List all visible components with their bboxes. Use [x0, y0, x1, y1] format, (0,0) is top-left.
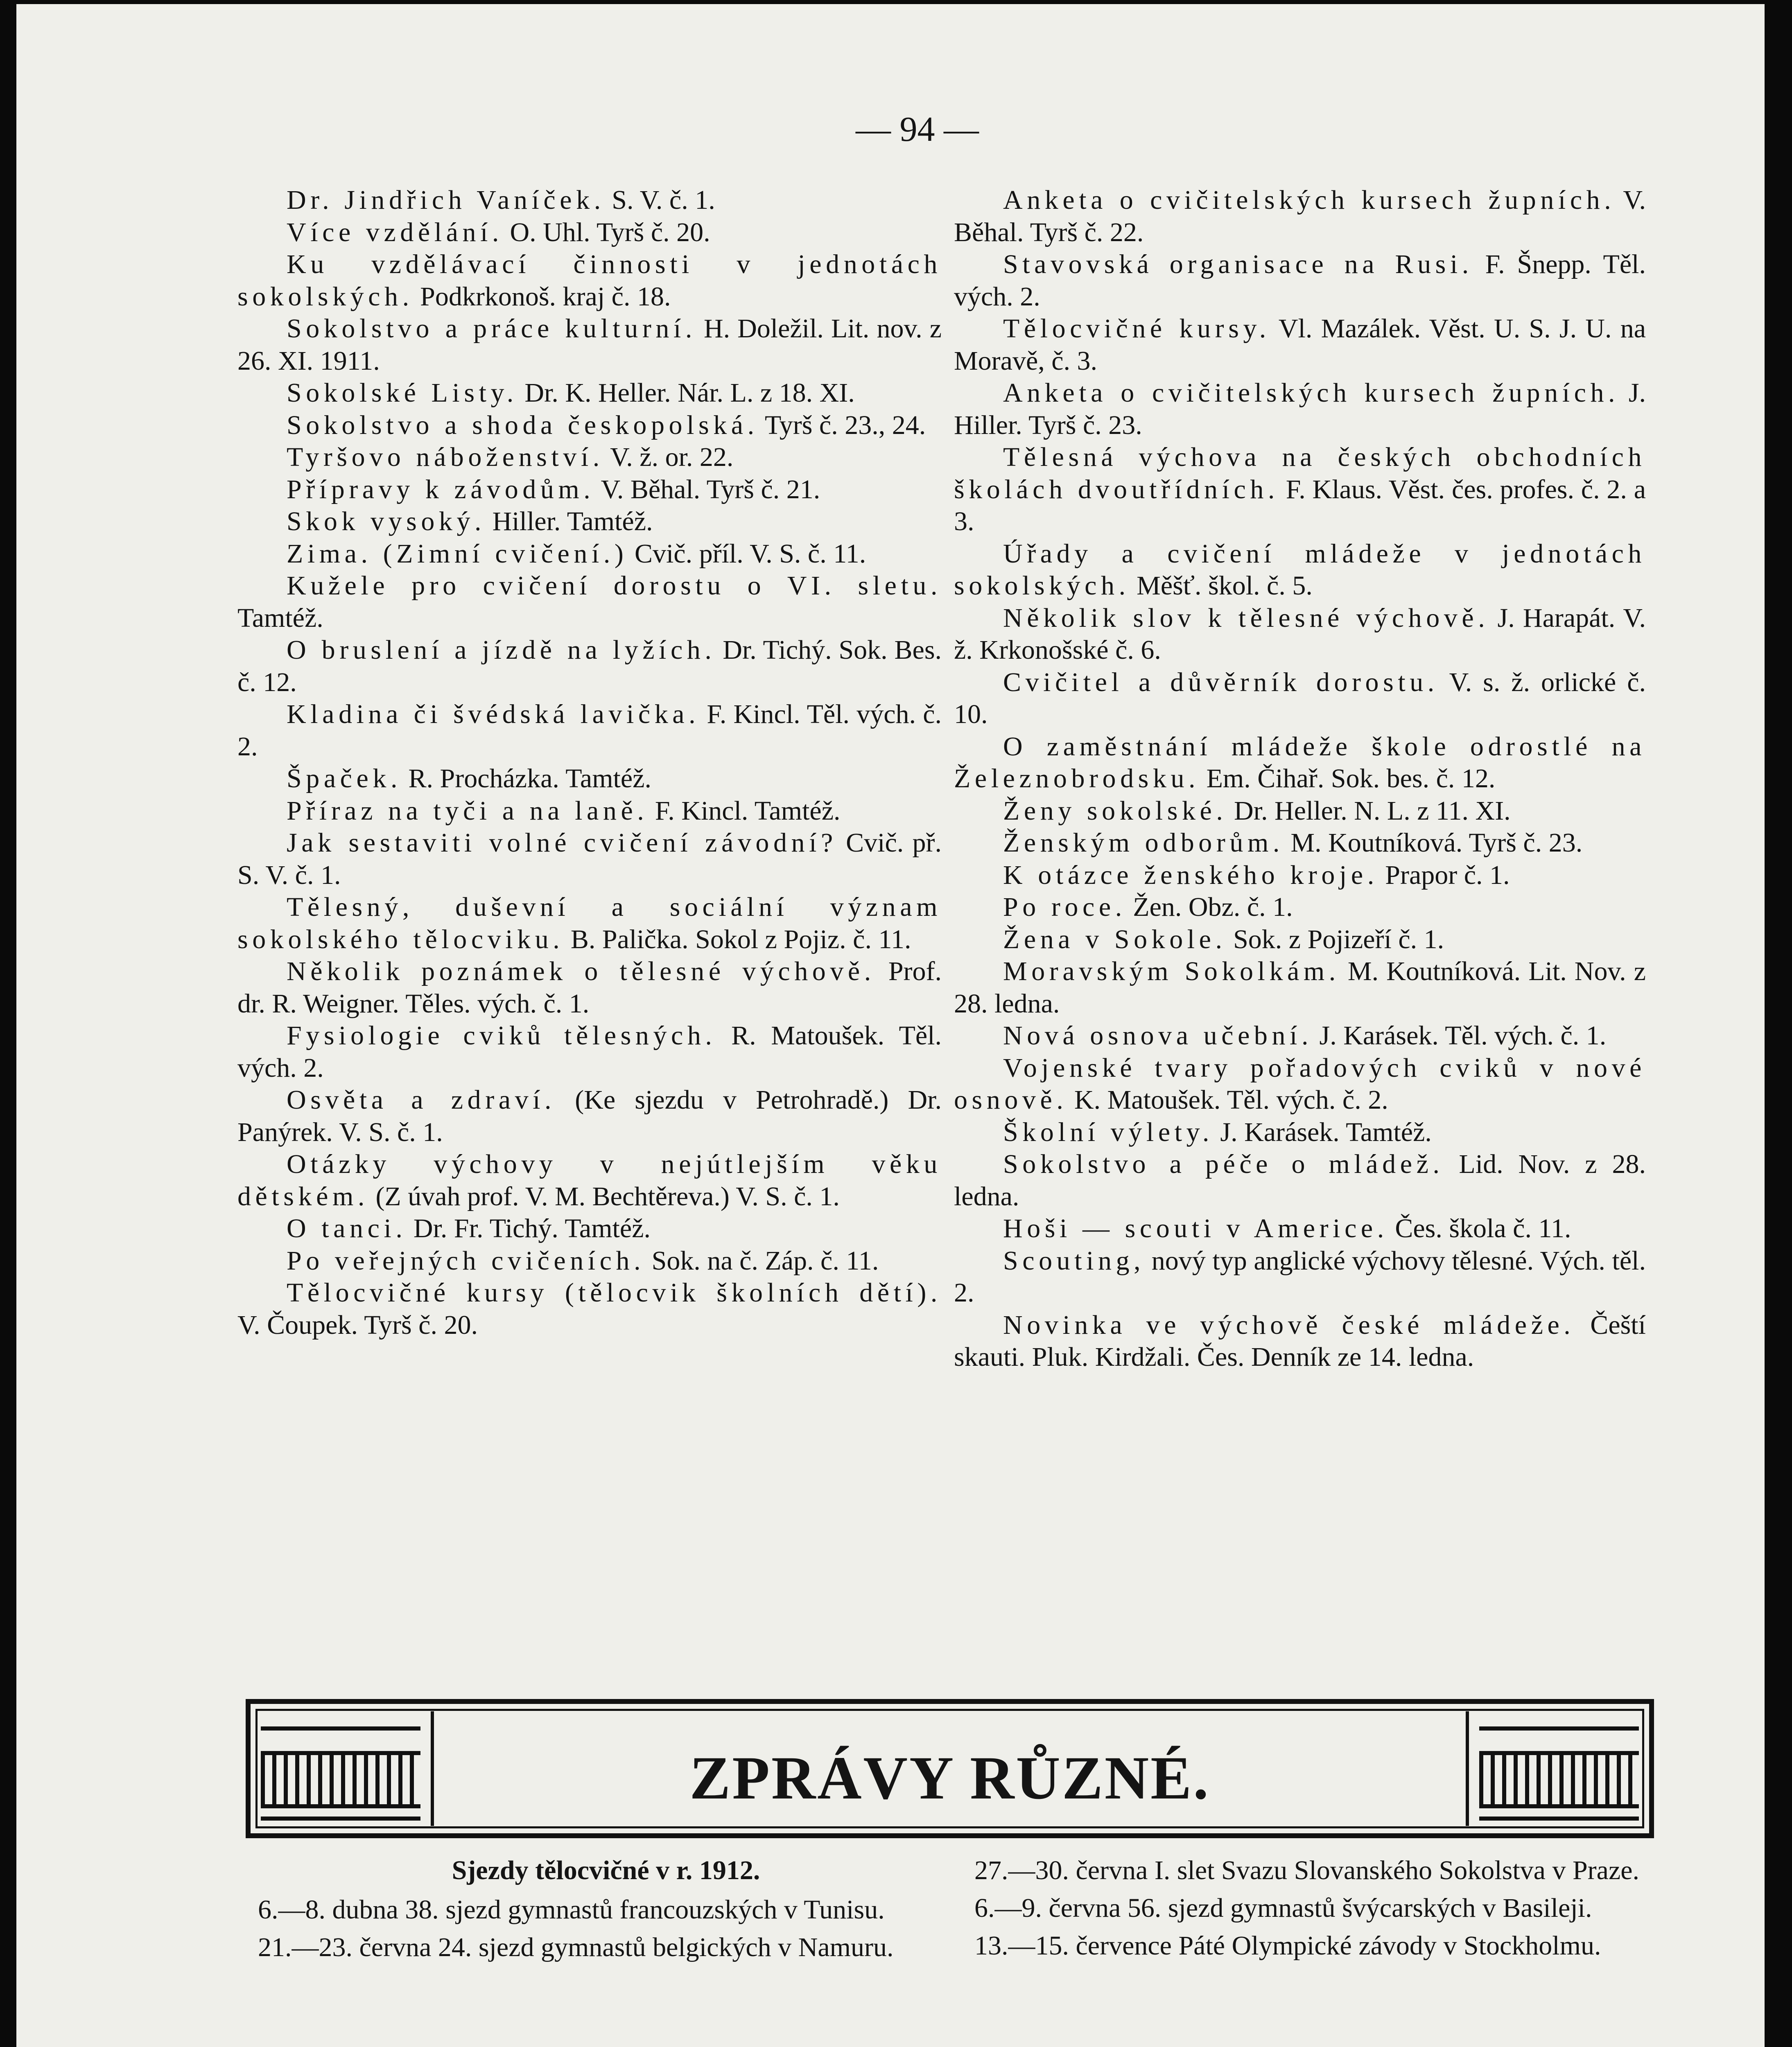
- congress-right-column: [974, 1855, 1662, 1968]
- entry-source: Vl. Mazálek. Věst. U. S. J. U. na Moravě, č. 3.: [954, 314, 1646, 376]
- bibliography-entry: [237, 1084, 942, 1148]
- entry-source: Podkrkonoš. kraj č. 18.: [413, 281, 671, 312]
- entry-title: Špaček.: [287, 764, 402, 793]
- entry-title: Anketa o cvičitelských kursech župních.: [1003, 378, 1620, 408]
- banner-ornament-left: [261, 1726, 420, 1821]
- bibliography-left-column: [237, 184, 942, 1341]
- bibliography-entry: [237, 409, 942, 442]
- bibliography-entry: [954, 859, 1646, 892]
- section-banner: [246, 1699, 1654, 1838]
- entry-source: Čes. škola č. 11.: [1388, 1213, 1571, 1243]
- banner-divider-left: [431, 1711, 434, 1826]
- entry-source: Lid. Nov. z 28. ledna.: [954, 1149, 1646, 1211]
- bibliography-entry: [237, 1020, 942, 1084]
- entry-title: Sokolstvo a shoda českopolská.: [287, 410, 759, 440]
- entry-source: O. Uhl. Tyrš č. 20.: [503, 217, 710, 247]
- congress-title: Sjezdy tělocvičné v r. 1912.: [452, 1855, 760, 1885]
- bibliography-entry: [237, 249, 942, 313]
- bibliography-entry: [237, 570, 942, 634]
- bibliography-entry: [237, 891, 942, 956]
- entry-source: J. Karásek. Těl. vých. č. 1.: [1313, 1021, 1607, 1051]
- bibliography-entry: [954, 795, 1646, 827]
- bibliography-entry: [237, 474, 942, 506]
- entry-source: S. V. č. 1.: [605, 185, 715, 215]
- bibliography-entry: [954, 602, 1646, 667]
- entry-title: Tyršovo náboženství.: [287, 442, 604, 472]
- bibliography-entry: [237, 634, 942, 698]
- entry-source: (Z úvah prof. V. M. Bechtěreva.) V. S. č. 1.: [368, 1181, 840, 1211]
- bibliography-entry: [954, 891, 1646, 924]
- entry-title: O bruslení a jízdě na lyžích.: [287, 635, 716, 665]
- entry-source: V. ž. or. 22.: [603, 442, 734, 472]
- entry-source: F. Klaus. Věst. čes. profes. č. 2. a 3.: [954, 474, 1646, 536]
- entry-source: M. Koutníková. Tyrš č. 23.: [1284, 828, 1583, 858]
- bibliography-entry: [237, 538, 942, 570]
- entry-title: Více vzdělání.: [287, 217, 503, 247]
- entry-source: (Ke sjezdu v Petrohradě.) Dr. Panýrek. V. S. č. 1.: [237, 1085, 942, 1147]
- bibliography-entry: [954, 184, 1646, 249]
- congress-event: 6.—8. dubna 38. sjezd gymnastů francouzských v Tunisu.: [258, 1895, 885, 1925]
- entry-title: Sokolstvo a práce kulturní.: [287, 314, 696, 343]
- entry-source: Sok. na č. Záp. č. 11.: [645, 1245, 879, 1276]
- entry-source: Čeští skauti. Pluk. Kirdžali. Čes. Denník ze 14. ledna.: [954, 1310, 1646, 1372]
- entry-source: F. Kincl. Těl. vých. č. 2.: [237, 699, 942, 761]
- bibliography-entry: [237, 795, 942, 827]
- entry-source: J. Harapát. V. ž. Krkonošské č. 6.: [954, 603, 1646, 665]
- entry-title: Žena v Sokole.: [1003, 924, 1227, 954]
- entry-source: F. Šnepp. Těl. vých. 2.: [954, 249, 1646, 312]
- bibliography-entry: [237, 377, 942, 409]
- entry-source: Prapor č. 1.: [1378, 860, 1510, 890]
- entry-title: Cvičitel a důvěrník dorostu.: [1003, 667, 1439, 697]
- bibliography-entry: [954, 1052, 1646, 1116]
- entry-source: Hiller. Tamtéž.: [486, 506, 653, 536]
- entry-source: V. Běhal. Tyrš č. 21.: [594, 474, 820, 504]
- entry-title: Otázky výchovy v nejútlejším věku dětském.: [237, 1149, 942, 1211]
- entry-source: Prof. dr. R. Weigner. Těles. vých. č. 1.: [237, 956, 942, 1019]
- bibliography-entry: [237, 506, 942, 538]
- bibliography-entry: [954, 1309, 1646, 1374]
- bibliography-entry: [954, 538, 1646, 602]
- entry-title: Fysiologie cviků tělesných.: [287, 1021, 716, 1051]
- entry-source: nový typ anglické výchovy tělesné. Vých. těl. 2.: [954, 1245, 1646, 1308]
- bibliography-entry: [237, 184, 942, 217]
- entry-title: Tělesná výchova na českých obchodních školách dvoutřídních.: [954, 442, 1646, 504]
- entry-title: Vojenské tvary pořadových cviků v nové osnově.: [954, 1053, 1646, 1115]
- entry-title: Kladina či švédská lavička.: [287, 699, 700, 729]
- document-page: [16, 4, 1765, 2047]
- entry-title: Přípravy k závodům.: [287, 474, 595, 504]
- bibliography-entry: [954, 377, 1646, 441]
- entry-source: V. Čoupek. Tyrš č. 20.: [237, 1310, 478, 1340]
- bibliography-entry: [954, 1020, 1646, 1052]
- entry-title: Moravským Sokolkám.: [1003, 956, 1340, 986]
- entry-title: Jak sestaviti volné cvičení závodní?: [287, 828, 837, 858]
- bibliography-right-column: [954, 184, 1646, 1374]
- entry-title: Hoši — scouti v Americe.: [1003, 1213, 1388, 1243]
- bibliography-entry: [237, 1213, 942, 1245]
- entry-source: V. s. ž. orlické č. 10.: [954, 667, 1646, 729]
- bibliography-entry: [954, 1116, 1646, 1149]
- bibliography-entry: [237, 1148, 942, 1213]
- bibliography-entry: [237, 313, 942, 377]
- entry-title: Ženským odborům.: [1003, 828, 1284, 858]
- entry-source: Cvič. příl. V. S. č. 11.: [628, 538, 866, 569]
- bibliography-entry: [237, 441, 942, 474]
- section-heading: ZPRÁVY RŮZNÉ.: [689, 1744, 1210, 1812]
- entry-source: R. Matoušek. Těl. vých. 2.: [237, 1021, 942, 1083]
- bibliography-entry: [954, 731, 1646, 795]
- entry-title: Příraz na tyči a na laně.: [287, 795, 649, 826]
- congress-event: 6.—9. června 56. sjezd gymnastů švýcarských v Basileji.: [974, 1893, 1592, 1923]
- congress-event: 21.—23. června 24. sjezd gymnastů belgických v Namuru.: [258, 1932, 894, 1962]
- bibliography-entry: [954, 827, 1646, 859]
- bibliography-entry: [237, 698, 942, 763]
- page-number: — 94 —: [856, 109, 979, 149]
- entry-title: Sokolstvo a péče o mládež.: [1003, 1149, 1444, 1179]
- banner-divider-right: [1466, 1711, 1469, 1826]
- entry-title: Několik slov k tělesné výchově.: [1003, 603, 1489, 633]
- entry-title: Ženy sokolské.: [1003, 795, 1227, 826]
- entry-source: M. Koutníková. Lit. Nov. z 28. ledna.: [954, 956, 1646, 1019]
- entry-title: Sokolské Listy.: [287, 378, 518, 408]
- entry-source: F. Kincl. Tamtéž.: [648, 795, 841, 826]
- bibliography-entry: [237, 1277, 942, 1341]
- entry-source: Dr. Tichý. Sok. Bes. č. 12.: [237, 635, 942, 697]
- entry-source: Dr. Heller. N. L. z 11. XI.: [1227, 795, 1511, 826]
- entry-source: K. Matoušek. Těl. vých. č. 2.: [1067, 1085, 1388, 1115]
- banner-ornament-right: [1479, 1726, 1639, 1821]
- entry-title: Tělocvičné kursy.: [1003, 314, 1270, 343]
- bibliography-entry: [954, 1148, 1646, 1213]
- entry-title: Tělesný, duševní a sociální význam sokolského tělocviku.: [237, 892, 942, 954]
- entry-source: H. Doležil. Lit. nov. z 26. XI. 1911.: [237, 314, 942, 376]
- bibliography-entry: [954, 249, 1646, 313]
- entry-title: Nová osnova učební.: [1003, 1021, 1313, 1051]
- entry-source: Dr. K. Heller. Nár. L. z 18. XI.: [517, 378, 855, 408]
- entry-title: Kužele pro cvičení dorostu o VI. sletu.: [287, 571, 942, 601]
- bibliography-entry: [954, 313, 1646, 377]
- entry-title: Po roce.: [1003, 892, 1126, 922]
- entry-source: Em. Čihař. Sok. bes. č. 12.: [1200, 764, 1496, 793]
- entry-title: O zaměstnání mládeže škole odrostlé na Železnobrodsku.: [954, 731, 1646, 793]
- entry-source: V. Běhal. Tyrš č. 22.: [954, 185, 1646, 247]
- entry-title: Několik poznámek o tělesné výchově.: [287, 956, 875, 986]
- bibliography-entry: [954, 667, 1646, 731]
- congress-left-column: [258, 1855, 954, 1969]
- bibliography-entry: [237, 956, 942, 1020]
- bibliography-entry: [237, 1245, 942, 1277]
- entry-source: Tyrš č. 23., 24.: [758, 410, 926, 440]
- entry-title: O tanci.: [287, 1213, 407, 1243]
- entry-source: Měšť. škol. č. 5.: [1130, 571, 1313, 601]
- congress-event: 27.—30. června I. slet Svazu Slovanského Sokolstva v Praze.: [974, 1855, 1640, 1885]
- entry-source: J. Karásek. Tamtéž.: [1213, 1117, 1432, 1147]
- entry-title: Stavovská organisace na Rusi.: [1003, 249, 1473, 279]
- entry-title: K otázce ženského kroje.: [1003, 860, 1378, 890]
- congress-event: 13.—15. července Páté Olympické závody v Stockholmu.: [974, 1931, 1601, 1961]
- entry-source: Cvič. př. S. V. č. 1.: [237, 828, 942, 890]
- entry-title: Skok vysoký.: [287, 506, 486, 536]
- entry-title: Anketa o cvičitelských kursech župních.: [1003, 185, 1616, 215]
- entry-title: Dr. Jindřich Vaníček.: [287, 185, 605, 215]
- entry-source: R. Procházka. Tamtéž.: [402, 764, 651, 793]
- entry-title: Zima. (Zimní cvičení.): [287, 538, 628, 569]
- bibliography-entry: [954, 441, 1646, 538]
- entry-source: Žen. Obz. č. 1.: [1126, 892, 1293, 922]
- bibliography-entry: [237, 217, 942, 249]
- entry-title: Školní výlety.: [1003, 1117, 1213, 1147]
- bibliography-entry: [954, 924, 1646, 956]
- bibliography-entry: [237, 827, 942, 891]
- entry-title: Úřady a cvičení mládeže v jednotách sokolských.: [954, 538, 1646, 601]
- bibliography-entry: [237, 763, 942, 795]
- entry-source: B. Palička. Sokol z Pojiz. č. 11.: [564, 924, 911, 954]
- entry-source: Dr. Fr. Tichý. Tamtéž.: [407, 1213, 651, 1243]
- entry-title: Tělocvičné kursy (tělocvik školních dětí).: [287, 1278, 942, 1308]
- bibliography-entry: [954, 1213, 1646, 1245]
- entry-title: Novinka ve výchově české mládeže.: [1003, 1310, 1575, 1340]
- entry-source: Tamtéž.: [237, 603, 323, 633]
- entry-title: Po veřejných cvičeních.: [287, 1245, 645, 1276]
- bibliography-entry: [954, 956, 1646, 1020]
- entry-title: Ku vzdělávací činnosti v jednotách sokolských.: [237, 249, 942, 312]
- entry-title: Osvěta a zdraví.: [287, 1085, 556, 1115]
- entry-title: Scouting,: [1003, 1245, 1145, 1276]
- entry-source: J. Hiller. Tyrš č. 23.: [954, 378, 1646, 440]
- entry-source: Sok. z Pojizeří č. 1.: [1226, 924, 1444, 954]
- bibliography-entry: [954, 1245, 1646, 1309]
